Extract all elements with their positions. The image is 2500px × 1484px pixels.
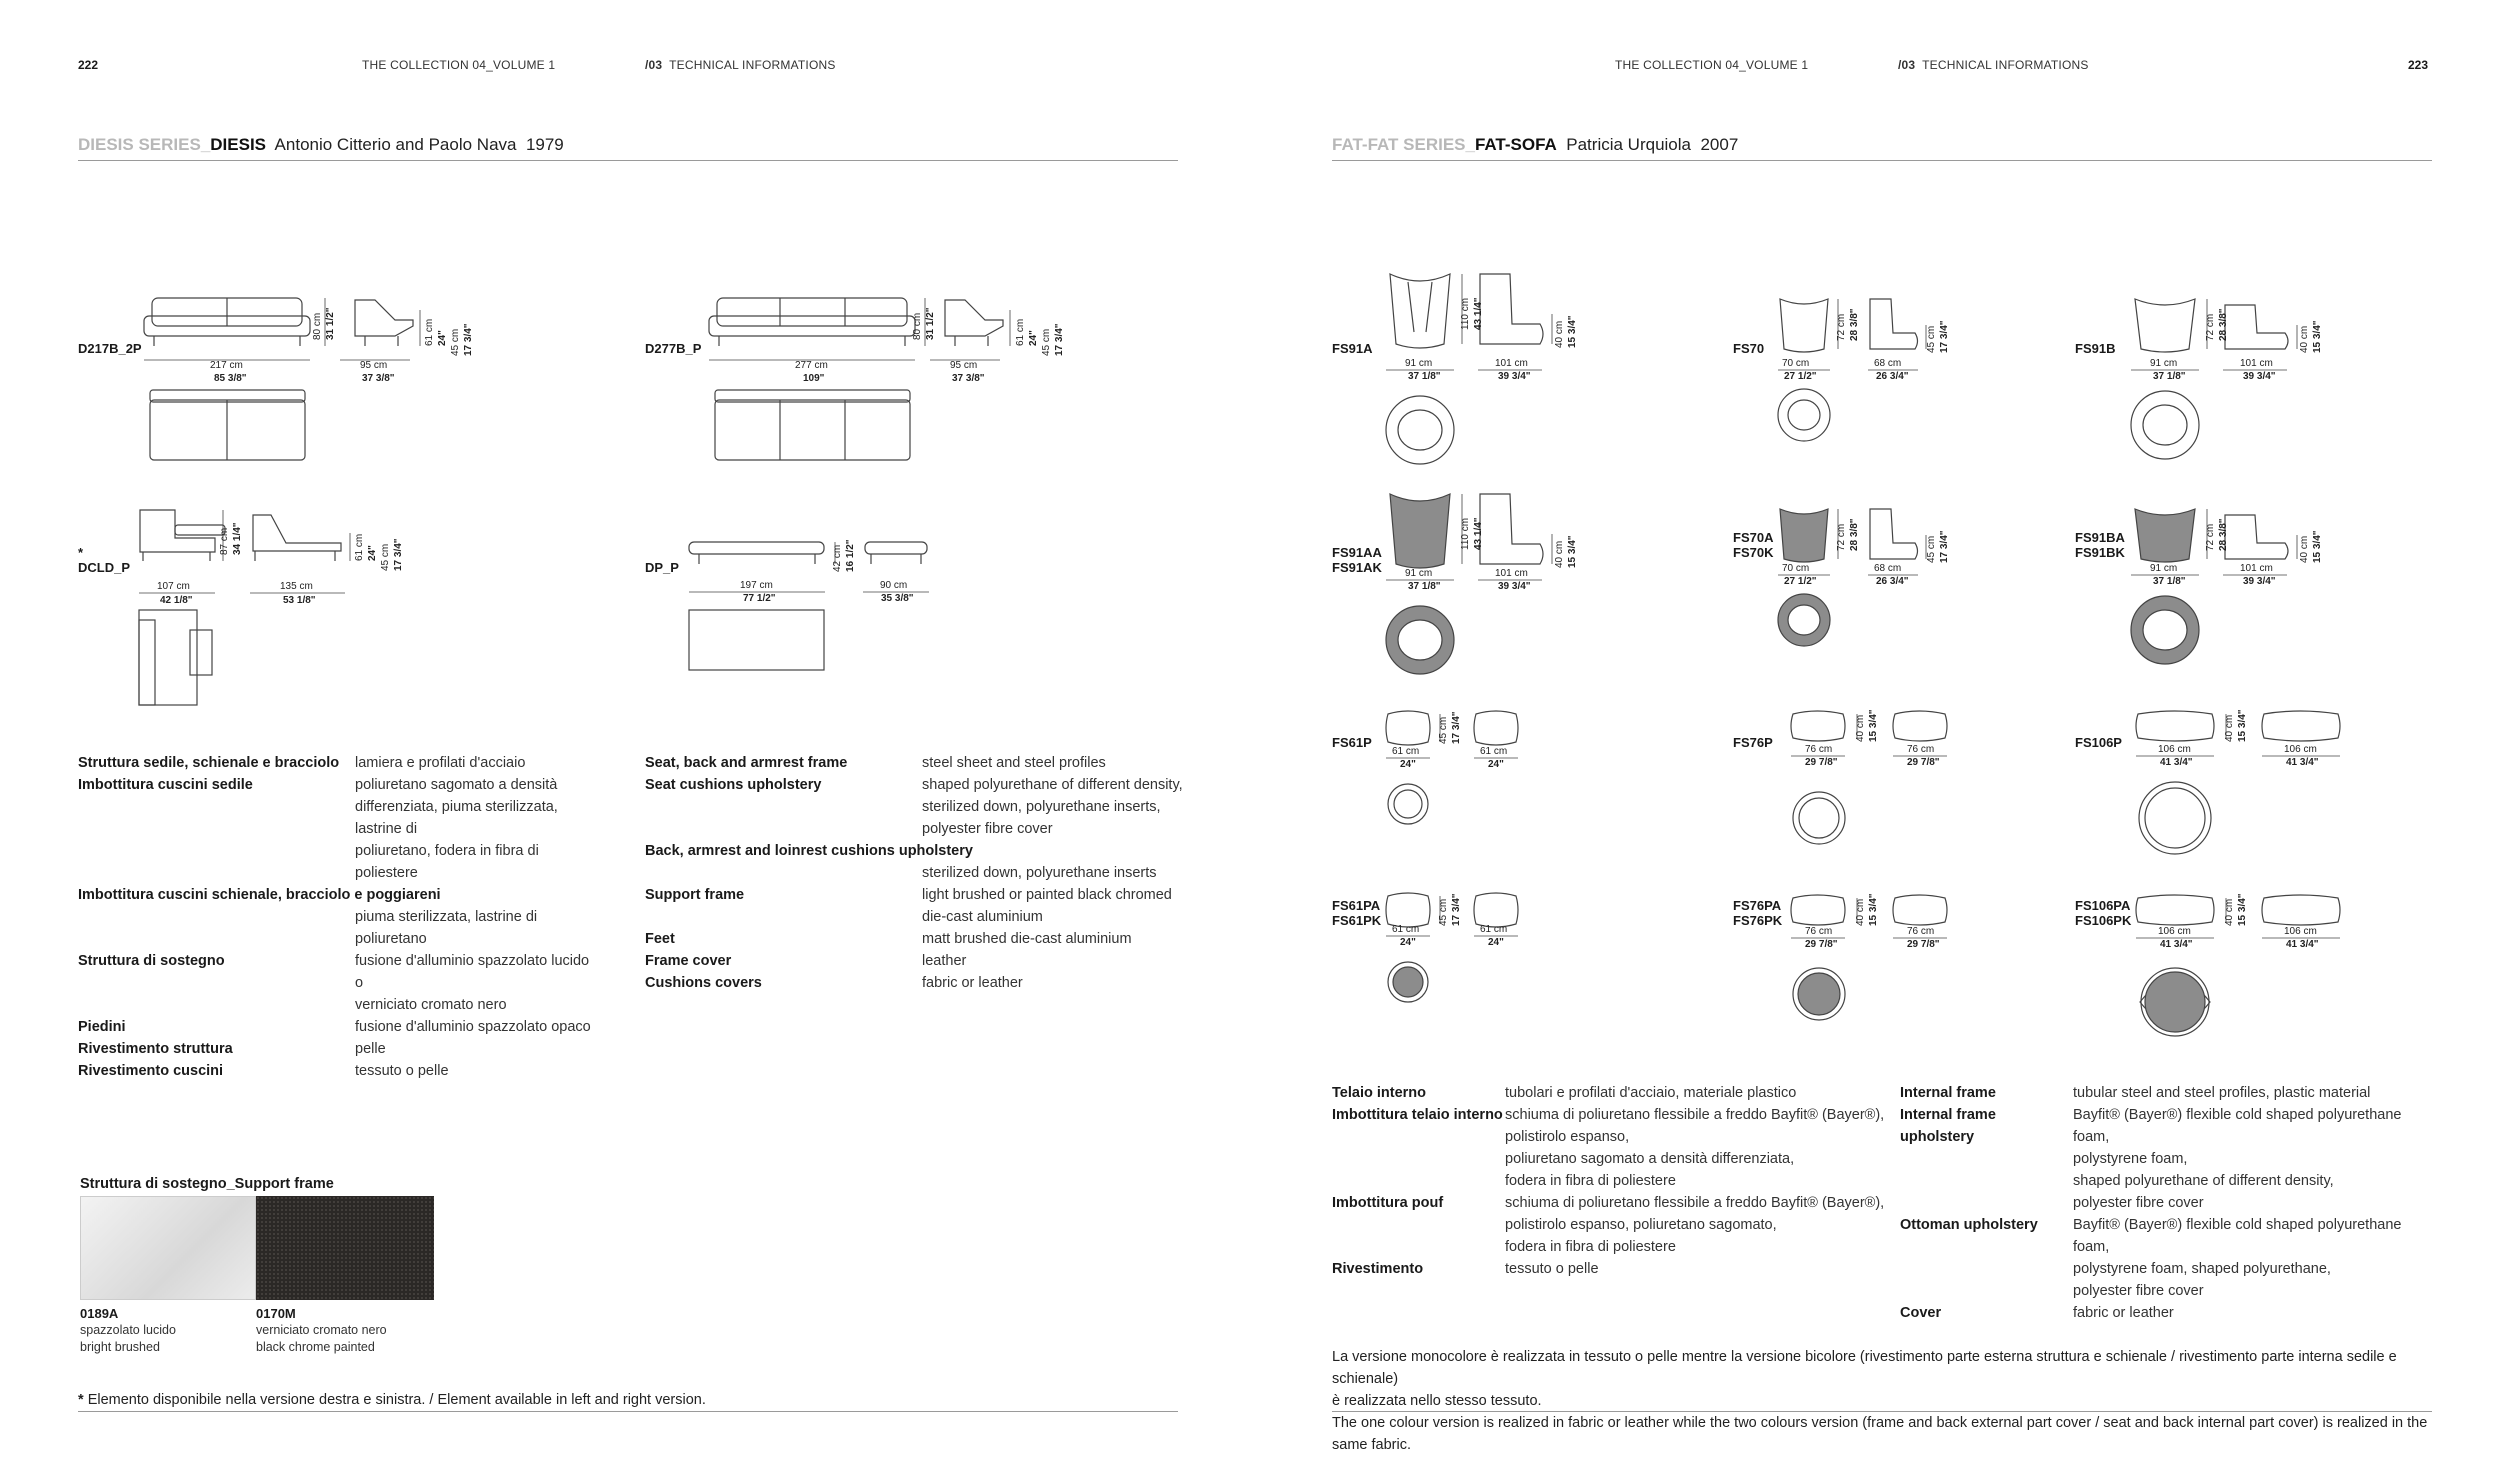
product-code: FS61P <box>1332 735 1372 750</box>
dim-label: 90 cm <box>880 580 908 591</box>
dim-label: 40 cm <box>2224 714 2235 742</box>
dim-label: 28 3/8" <box>2218 308 2229 341</box>
page-number: 223 <box>2408 58 2429 72</box>
series-rule <box>78 160 1178 161</box>
product-code: DCLD_P <box>78 560 131 575</box>
dim-label: 101 cm <box>2240 358 2273 369</box>
header-collection: THE COLLECTION 04_VOLUME 1 <box>1615 58 1809 72</box>
dim-label: 45 cm <box>1438 898 1449 926</box>
dim-label: 43 1/4" <box>1473 297 1484 330</box>
footer-rule <box>78 1411 1178 1412</box>
dim-label: 17 3/4" <box>1451 711 1462 744</box>
dim-label: 40 cm <box>2224 898 2235 926</box>
dim-label: 68 cm <box>1874 358 1902 369</box>
dim-label: 37 1/8" <box>2153 576 2186 587</box>
dim-label: 61 cm <box>1015 318 1026 346</box>
dim-label: 70 cm <box>1782 563 1810 574</box>
specs-italian: Struttura sedile, schienale e bracciolo lamiera e profilati d'acciaio Imbottitura cuscini sedile poliuretano sagomato a densità differenziata, piuma sterilizzata, lastrine di poliuretano, fodera in fibra di poliestere Imbottitura cuscini schienale, bracciolo e poggiareni piuma sterilizzata, lastrine di poliuretano Struttura di sostegno fusione d'alluminio spazzolato lucido o verniciato cromato nero Piedini fusione d'alluminio spazzolato opaco Rivestimento struttura pelle Rivestimento cuscini tessuto o pelle <box>78 755 591 1079</box>
dim-label: 45 cm <box>380 543 391 571</box>
dim-label: 110 cm <box>1460 517 1471 550</box>
product-code: DP_P <box>645 560 679 575</box>
version-note: La versione monocolore è realizzata in tessuto o pelle mentre la versione bicolore (rivestimento parte esterna struttura e schienale / rivestimento parte interna sedile e schienale) è realizzata nello stesso tessuto. The one colour version is realized in fabric or leather while the two colours version (frame and back external part cover / seat and back internal part cover) is realized in the same fabric. <box>1332 1349 2428 1453</box>
dim-label: 45 cm <box>1438 716 1449 744</box>
dim-label: 61 cm <box>1480 924 1508 935</box>
dim-label: 15 3/4" <box>1567 315 1578 348</box>
dim-label: 42 1/8" <box>160 595 193 606</box>
product-code: D217B_2P <box>78 341 142 356</box>
dim-label: 61 cm <box>1392 746 1420 757</box>
page-number: 222 <box>78 58 99 72</box>
dim-label: 34 1/4" <box>232 522 243 555</box>
product-code-star: * <box>78 545 84 560</box>
dim-label: 72 cm <box>2205 523 2216 551</box>
dim-label: 61 cm <box>424 318 435 346</box>
dim-label: 37 1/8" <box>1408 581 1441 592</box>
pouf-drawing-fs106p <box>2130 708 2410 868</box>
product-code: FS70 <box>1733 341 1765 356</box>
swatch-bright-brushed <box>80 1196 256 1300</box>
dim-label: 45 cm <box>1926 535 1937 563</box>
dim-label: 28 3/8" <box>2218 518 2229 551</box>
pouf-drawing-fs61p <box>1380 708 1620 838</box>
dim-label: 31 1/2" <box>325 307 336 340</box>
dim-label: 29 7/8" <box>1805 939 1838 950</box>
dim-label: 197 cm <box>740 580 773 591</box>
dim-label: 17 3/4" <box>463 323 474 356</box>
dim-label: 15 3/4" <box>2312 530 2323 563</box>
dim-label: 39 3/4" <box>2243 576 2276 587</box>
dim-label: 41 3/4" <box>2286 757 2319 768</box>
dim-label: 135 cm <box>280 581 313 592</box>
dim-label: 61 cm <box>1392 924 1420 935</box>
footnote: * Elemento disponibile nella versione destra e sinistra. / Element available in left and right version. <box>78 1392 706 1408</box>
dim-label: 17 3/4" <box>1939 530 1950 563</box>
dim-label: 87 cm <box>219 527 230 555</box>
dim-label: 26 3/4" <box>1876 576 1909 587</box>
dim-label: 15 3/4" <box>1868 709 1879 742</box>
product-code: FS70A FS70K <box>1733 530 1774 560</box>
dim-label: 37 3/8" <box>362 373 395 384</box>
dim-label: 39 3/4" <box>2243 371 2276 382</box>
armchair-drawing-fs91ba <box>2125 505 2385 685</box>
dim-label: 15 3/4" <box>1868 893 1879 926</box>
armchair-drawing-fs91a <box>1380 270 1660 470</box>
dim-label: 76 cm <box>1907 926 1935 937</box>
pouf-drawing-fs106pa <box>2130 892 2410 1062</box>
dim-label: 24" <box>1028 330 1039 346</box>
dim-label: 39 3/4" <box>1498 581 1531 592</box>
pouf-drawing-fs76pa <box>1785 892 2045 1052</box>
dim-label: 40 cm <box>1855 714 1866 742</box>
dim-label: 40 cm <box>2299 535 2310 563</box>
product-code: FS91B <box>2075 341 2116 356</box>
dim-label: 77 1/2" <box>743 593 776 604</box>
dim-label: 76 cm <box>1907 744 1935 755</box>
dim-label: 15 3/4" <box>2237 709 2248 742</box>
dim-label: 42 cm <box>832 544 843 572</box>
dim-label: 17 3/4" <box>1054 323 1065 356</box>
dim-label: 37 1/8" <box>1408 371 1441 382</box>
header-collection: THE COLLECTION 04_VOLUME 1 <box>362 58 556 72</box>
product-code: FS91BA FS91BK <box>2075 530 2125 560</box>
dim-label: 45 cm <box>1041 328 1052 356</box>
dim-label: 277 cm <box>795 360 828 371</box>
right-page <box>1250 0 2500 1484</box>
dim-label: 41 3/4" <box>2286 939 2319 950</box>
product-code: FS91A <box>1332 341 1373 356</box>
armchair-drawing-fs91aa <box>1380 490 1660 690</box>
swatch-black-chrome <box>256 1196 434 1300</box>
sofa-drawing-d217b <box>140 290 500 470</box>
dim-label: 61 cm <box>354 533 365 561</box>
dim-label: 24" <box>1400 759 1416 770</box>
product-code: FS76P <box>1733 735 1773 750</box>
dim-label: 28 3/8" <box>1849 308 1860 341</box>
dim-label: 24" <box>1488 937 1504 948</box>
dim-label: 106 cm <box>2158 744 2191 755</box>
dim-label: 40 cm <box>2299 325 2310 353</box>
dim-label: 35 3/8" <box>881 593 914 604</box>
dim-label: 80 cm <box>912 312 923 340</box>
dim-label: 17 3/4" <box>393 538 404 571</box>
armchair-drawing-fs91b <box>2125 295 2385 475</box>
dim-label: 217 cm <box>210 360 243 371</box>
dim-label: 43 1/4" <box>1473 517 1484 550</box>
footer-rule <box>1332 1411 2432 1412</box>
dim-label: 24" <box>437 330 448 346</box>
specs-english: Internal frame tubular steel and steel profiles, plastic material Internal frame upholstery Bayfit® (Bayer®) flexible cold shaped polyurethane foam, polystyrene foam, shaped polyurethane of different density, polyester fibre cover Ottoman upholstery Bayfit® (Bayer®) flexible cold shaped polyurethane foam, polystyrene foam, shaped polyurethane, polyester fibre cover Cover fabric or leather <box>1900 1085 2402 1321</box>
dim-label: 41 3/4" <box>2160 939 2193 950</box>
dim-label: 76 cm <box>1805 744 1833 755</box>
dim-label: 27 1/2" <box>1784 576 1817 587</box>
dim-label: 24" <box>1400 937 1416 948</box>
product-code: FS76PA FS76PK <box>1733 898 1783 928</box>
dim-label: 16 1/2" <box>845 539 856 572</box>
dim-label: 17 3/4" <box>1939 320 1950 353</box>
dim-label: 40 cm <box>1554 320 1565 348</box>
dim-label: 15 3/4" <box>1567 535 1578 568</box>
product-code: FS91AA FS91AK <box>1332 545 1382 575</box>
dim-label: 72 cm <box>1836 313 1847 341</box>
header-section: /03 TECHNICAL INFORMATIONS <box>1898 58 2089 72</box>
dim-label: 29 7/8" <box>1805 757 1838 768</box>
swatch-title: Struttura di sostegno_Support frame <box>80 1176 334 1192</box>
dim-label: 28 3/8" <box>1849 518 1860 551</box>
series-title: FAT-FAT SERIES_FAT-SOFA Patricia Urquiola 2007 <box>1332 135 1739 154</box>
dim-label: 26 3/4" <box>1876 371 1909 382</box>
dim-label: 27 1/2" <box>1784 371 1817 382</box>
dim-label: 45 cm <box>1926 325 1937 353</box>
dim-label: 101 cm <box>1495 358 1528 369</box>
dim-label: 61 cm <box>1480 746 1508 757</box>
dim-label: 37 3/8" <box>952 373 985 384</box>
dim-label: 91 cm <box>1405 568 1433 579</box>
armchair-drawing-fs70 <box>1770 295 1990 455</box>
product-code: FS61PA FS61PK <box>1332 898 1382 928</box>
dim-label: 72 cm <box>1836 523 1847 551</box>
dim-label: 24" <box>367 545 378 561</box>
dim-label: 40 cm <box>1554 540 1565 568</box>
pouf-drawing-fs76p <box>1785 708 2045 868</box>
dim-label: 15 3/4" <box>2312 320 2323 353</box>
dim-label: 85 3/8" <box>214 373 247 384</box>
dim-label: 40 cm <box>1855 898 1866 926</box>
sofa-drawing-d277b <box>705 290 1105 470</box>
dim-label: 91 cm <box>1405 358 1433 369</box>
specs-italian: Telaio interno tubolari e profilati d'acciaio, materiale plastico Imbottitura telaio interno schiuma di poliuretano flessibile a freddo Bayfit® (Bayer®), polistirolo espanso, poliuretano sagomato a densità differenziata, fodera in fibra di poliestere Imbottitura pouf schiuma di poliuretano flessibile a freddo Bayfit® (Bayer®), polistirolo espanso, poliuretano sagomato, fodera in fibra di poliestere Rivestimento tessuto o pelle <box>1332 1085 1885 1277</box>
series-rule <box>1332 160 2432 161</box>
dim-label: 101 cm <box>1495 568 1528 579</box>
bench-drawing-dp <box>685 530 945 680</box>
dim-label: 91 cm <box>2150 358 2178 369</box>
dim-label: 101 cm <box>2240 563 2273 574</box>
product-code: D277B_P <box>645 341 702 356</box>
dim-label: 80 cm <box>312 312 323 340</box>
dim-label: 109" <box>803 373 825 384</box>
dim-label: 95 cm <box>360 360 388 371</box>
product-code: FS106PA FS106PK <box>2075 898 2132 928</box>
dim-label: 107 cm <box>157 581 190 592</box>
dim-label: 29 7/8" <box>1907 757 1940 768</box>
dim-label: 110 cm <box>1460 297 1471 330</box>
specs-english: Seat, back and armrest frame steel sheet and steel profiles Seat cushions upholstery shaped polyurethane of different density, sterilized down, polyurethane inserts, polyester fibre cover Back, armrest and loinrest cushions upholstery sterilized down, polyurethane inserts Support frame light brushed or painted black chromed die-cast aluminium Feet matt brushed die-cast aluminium Frame cover leather Cushions covers fabric or leather <box>645 755 1183 991</box>
dim-label: 106 cm <box>2158 926 2191 937</box>
dim-label: 106 cm <box>2284 926 2317 937</box>
swatch-desc: verniciato cromato nero black chrome painted <box>256 1323 387 1354</box>
swatch-desc: spazzolato lucido bright brushed <box>80 1323 176 1354</box>
dim-label: 53 1/8" <box>283 595 316 606</box>
dim-label: 24" <box>1488 759 1504 770</box>
series-title: DIESIS SERIES_DIESIS Antonio Citterio and Paolo Nava 1979 <box>78 135 564 154</box>
dim-label: 91 cm <box>2150 563 2178 574</box>
chaise-drawing-dcld <box>135 505 404 715</box>
dim-label: 15 3/4" <box>2237 893 2248 926</box>
dim-label: 45 cm <box>450 328 461 356</box>
dim-label: 68 cm <box>1874 563 1902 574</box>
dim-label: 76 cm <box>1805 926 1833 937</box>
dim-label: 31 1/2" <box>925 307 936 340</box>
header-section: /03 TECHNICAL INFORMATIONS <box>645 58 836 72</box>
armchair-drawing-fs70a <box>1770 505 1990 665</box>
dim-label: 70 cm <box>1782 358 1810 369</box>
swatch-code: 0189A <box>80 1306 119 1321</box>
pouf-drawing-fs61pa <box>1380 890 1620 1020</box>
dim-label: 37 1/8" <box>2153 371 2186 382</box>
dim-label: 17 3/4" <box>1451 893 1462 926</box>
dim-label: 106 cm <box>2284 744 2317 755</box>
dim-label: 39 3/4" <box>1498 371 1531 382</box>
dim-label: 29 7/8" <box>1907 939 1940 950</box>
product-code: FS106P <box>2075 735 2122 750</box>
dim-label: 72 cm <box>2205 313 2216 341</box>
swatch-code: 0170M <box>256 1306 296 1321</box>
dim-label: 95 cm <box>950 360 978 371</box>
dim-label: 41 3/4" <box>2160 757 2193 768</box>
